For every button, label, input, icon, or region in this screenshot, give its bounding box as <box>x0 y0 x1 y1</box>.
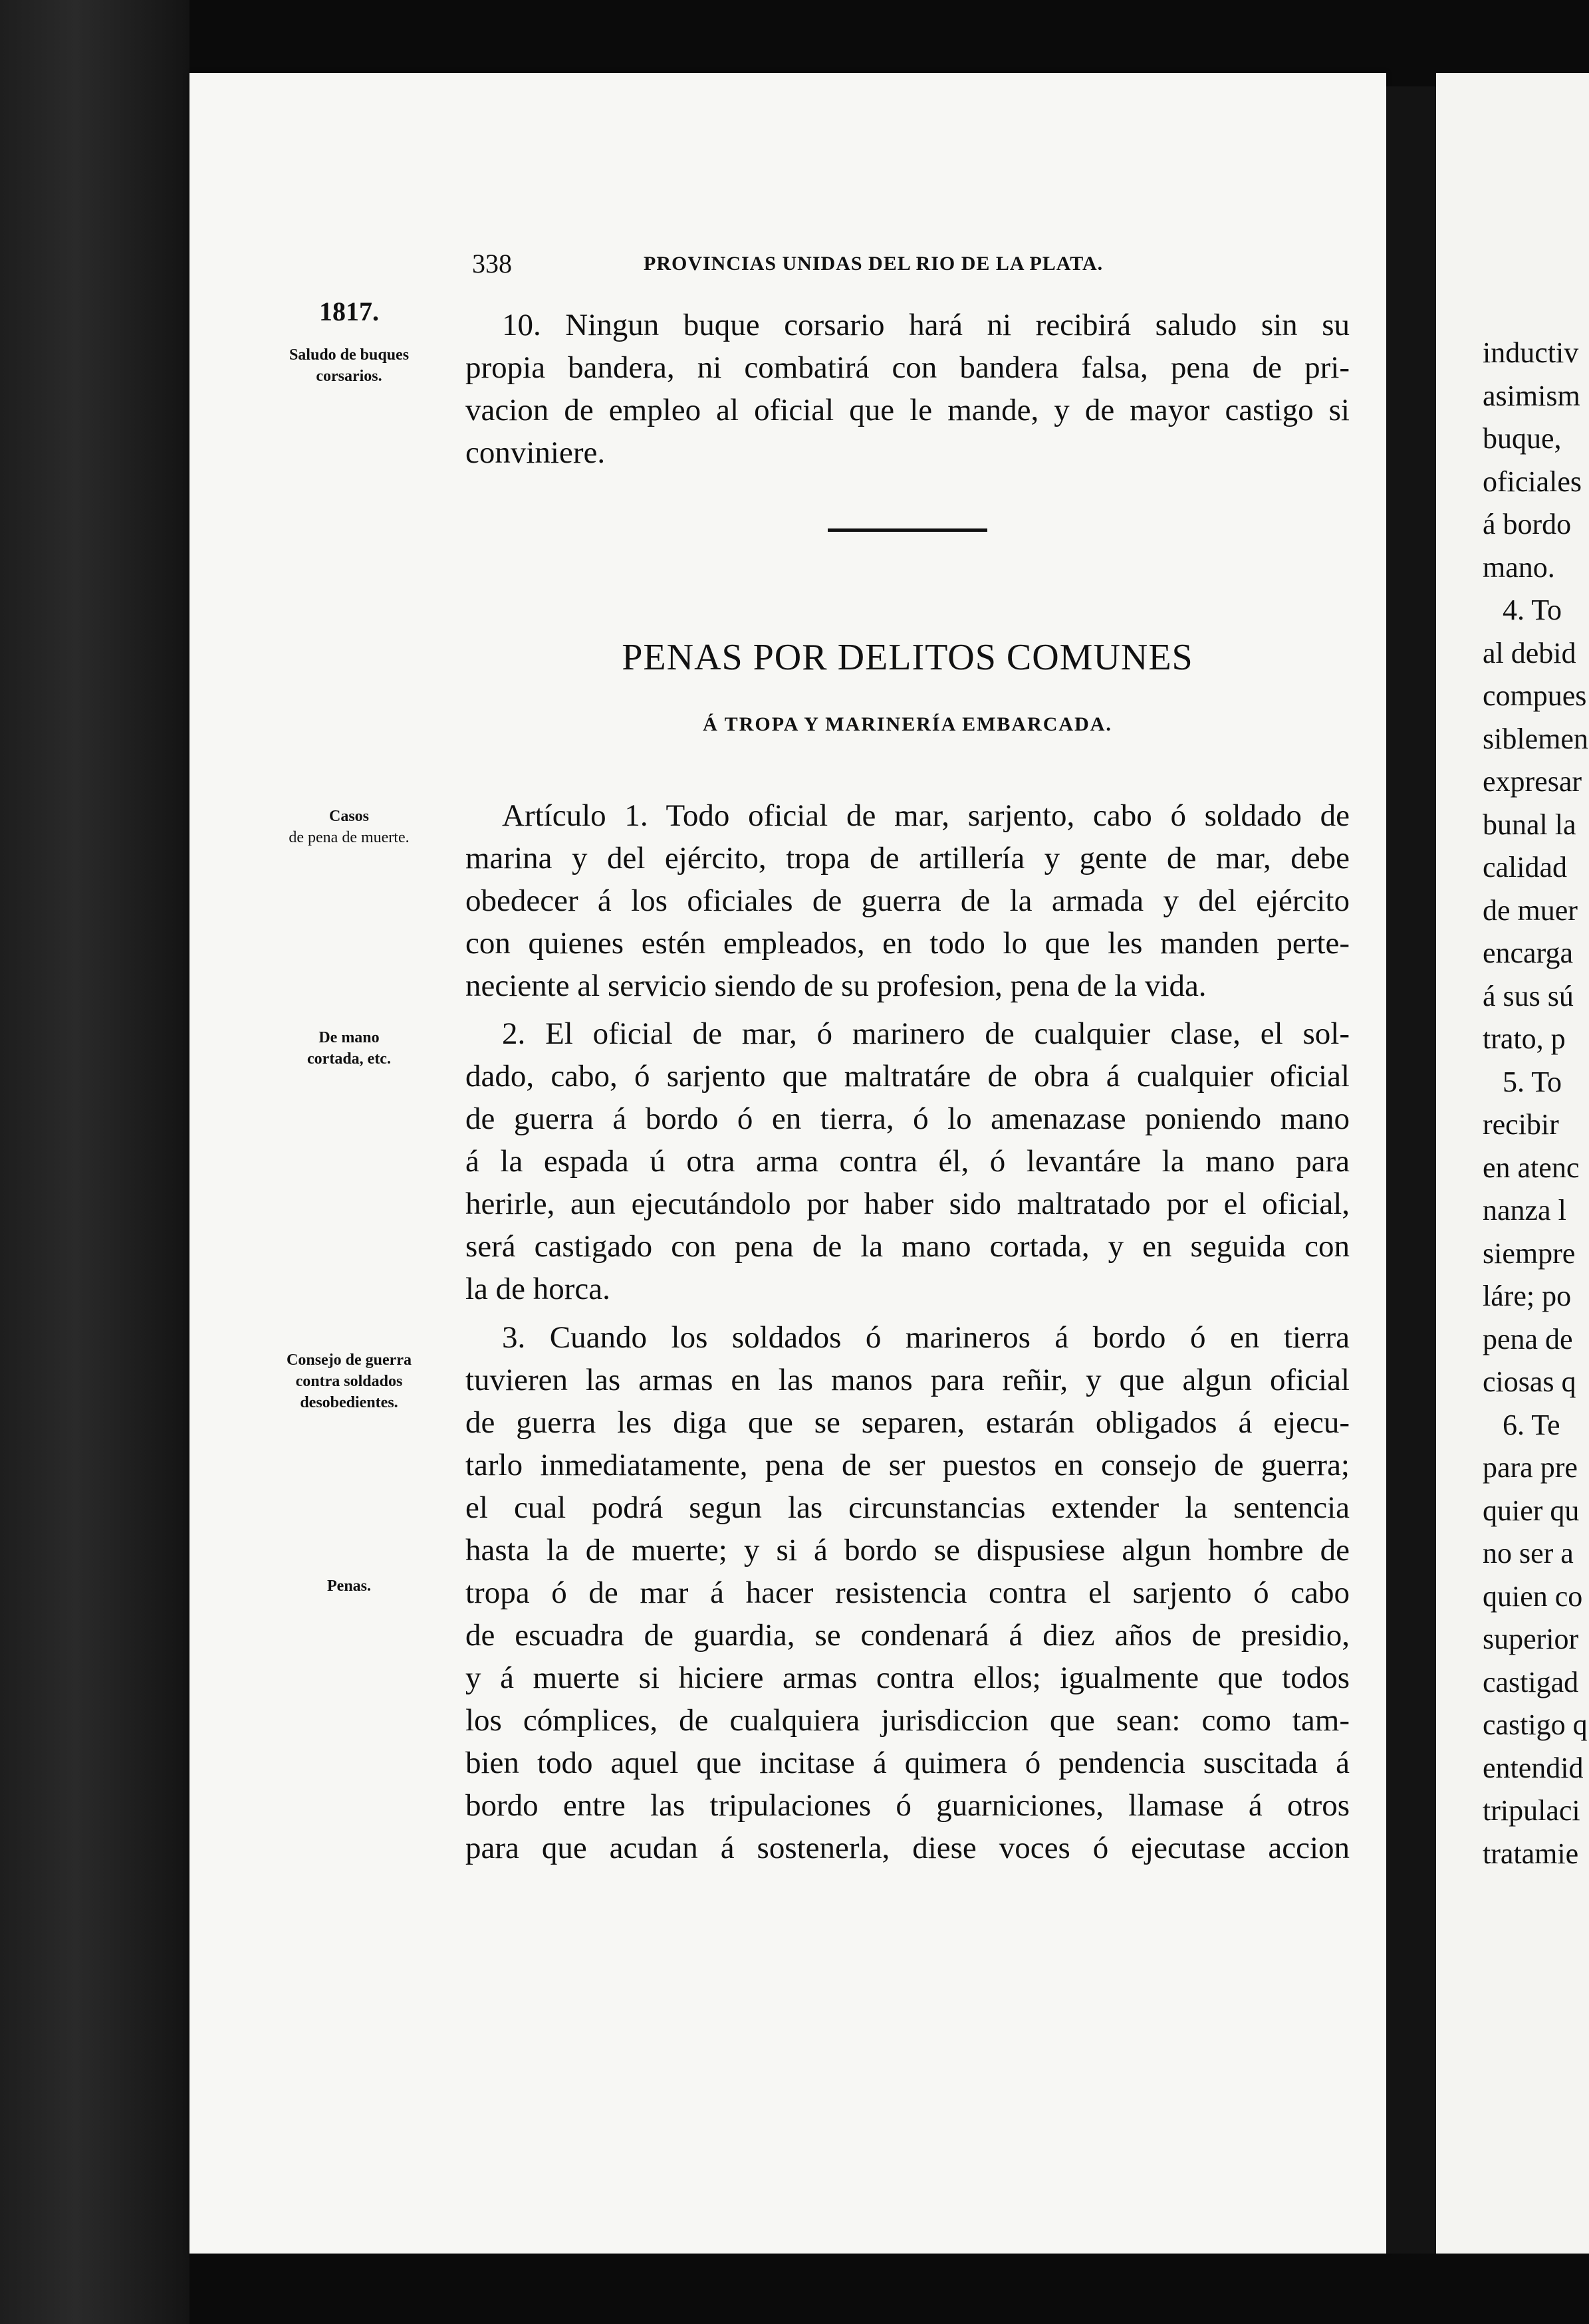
facing-page-line: mano. <box>1483 550 1555 584</box>
text-line: Artículo 1. Todo oficial de mar, sarjento, cabo ó soldado de <box>502 798 1350 833</box>
facing-page-line: quier qu <box>1483 1494 1580 1527</box>
text-line: de guerra les diga que se separen, estarán obligados á ejecu- <box>465 1405 1350 1440</box>
margin-note-consejo <box>259 1349 439 1413</box>
text-line: herirle, aun ejecutándolo por haber sido maltratado por el oficial, <box>465 1187 1350 1221</box>
text-line: el cual podrá segun las circunstancias extender la sentencia <box>465 1490 1350 1525</box>
facing-page-line: buque, <box>1483 422 1562 455</box>
facing-page-line: no ser a <box>1483 1537 1574 1569</box>
margin-note-penas <box>259 1575 439 1597</box>
facing-page-line: 4. To <box>1503 594 1562 626</box>
text-line: la de horca. <box>465 1272 610 1306</box>
facing-page-line: pena de <box>1483 1322 1573 1355</box>
margin-note-line: Casos <box>328 808 369 825</box>
facing-page-line: á sus sú <box>1483 979 1574 1012</box>
text-line: conviniere. <box>465 435 606 470</box>
facing-page-line: tripulaci <box>1483 1794 1580 1827</box>
facing-page-line: asimism <box>1483 379 1580 412</box>
margin-note-line: desobedientes. <box>300 1394 398 1411</box>
facing-page-line: castigad <box>1483 1665 1579 1698</box>
book-gutter <box>1386 86 1436 2254</box>
facing-page-line: al debid <box>1483 636 1576 669</box>
facing-page-line: castigo q <box>1483 1708 1588 1741</box>
facing-page-line: láre; po <box>1483 1280 1572 1312</box>
text-line: bien todo aquel que incitase á quimera ó pendencia suscitada á <box>465 1746 1350 1780</box>
text-line: vacion de empleo al oficial que le mande, y de mayor castigo si <box>465 393 1350 427</box>
text-line: de escuadra de guardia, se condenará á diez años de presidio, <box>465 1618 1350 1653</box>
facing-page-line: compues <box>1483 679 1587 712</box>
text-line: para que acudan á sostenerla, diese voces ó ejecutase accion <box>465 1831 1350 1865</box>
section-divider <box>828 528 987 532</box>
facing-page-line: quien co <box>1483 1579 1583 1613</box>
margin-note-line: De mano <box>318 1029 380 1046</box>
margin-note-line: cortada, etc. <box>307 1050 391 1068</box>
text-line: tuvieren las armas en las manos para reñir, y que algun oficial <box>465 1363 1350 1397</box>
section-subtitle: Á TROPA Y MARINERÍA EMBARCADA. <box>703 713 1112 735</box>
facing-page-line: 6. Te <box>1503 1408 1560 1441</box>
facing-page-line: calidad <box>1483 851 1568 883</box>
margin-note-saludo <box>259 344 439 387</box>
facing-page-line: de muer <box>1483 893 1578 927</box>
facing-page-line: ciosas q <box>1483 1365 1576 1398</box>
facing-page-line: nanza l <box>1483 1194 1566 1226</box>
facing-page-line: siblemen <box>1483 722 1588 755</box>
text-line: tarlo inmediatamente, pena de ser puestos en consejo de guerra; <box>465 1448 1350 1482</box>
margin-note-line: Consejo de guerra <box>287 1351 412 1369</box>
facing-page-line: oficiales <box>1483 465 1582 498</box>
text-line: 2. El oficial de mar, ó marinero de cualquier clase, el sol- <box>502 1016 1350 1051</box>
facing-page-line: superior <box>1483 1623 1579 1655</box>
facing-page-line: siempre <box>1483 1236 1576 1270</box>
text-line: y á muerte si hiciere armas contra ellos; igualmente que todos <box>465 1661 1350 1695</box>
margin-note-casos <box>259 806 439 848</box>
text-line: obedecer á los oficiales de guerra de la armada y del ejército <box>465 883 1350 918</box>
facing-page-line: bunal la <box>1483 808 1576 841</box>
text-line: dado, cabo, ó sarjento que maltratáre de obra á cualquier oficial <box>465 1059 1350 1094</box>
text-line: hasta la de muerte; y si á bordo se dispusiese algun hombre de <box>465 1533 1350 1568</box>
margin-note-mano-cortada <box>259 1027 439 1070</box>
margin-note-line: Saludo de buques <box>289 346 410 364</box>
running-head-title: PROVINCIAS UNIDAS DEL RIO DE LA PLATA. <box>644 253 1104 275</box>
margin-note-year <box>259 296 439 326</box>
margin-note-line: contra soldados <box>295 1373 403 1390</box>
facing-page-line: expresar <box>1483 765 1582 798</box>
facing-page-line: recibir <box>1483 1108 1559 1141</box>
margin-note-line: corsarios. <box>316 368 382 385</box>
facing-page-line: entendid <box>1483 1751 1584 1784</box>
facing-page-line: encarga <box>1483 937 1573 969</box>
text-line: 3. Cuando los soldados ó marineros á bordo ó en tierra <box>502 1320 1350 1355</box>
text-line: tropa ó de mar á hacer resistencia contra el sarjento ó cabo <box>465 1575 1350 1610</box>
margin-note-line: Penas. <box>327 1577 371 1595</box>
text-line: bordo entre las tripulaciones ó guarniciones, llamase á otros <box>465 1788 1350 1823</box>
text-line: á la espada ú otra arma contra él, ó levantáre la mano para <box>465 1144 1350 1179</box>
facing-page-fragment <box>1436 73 1589 2254</box>
section-title: PENAS POR DELITOS COMUNES <box>622 637 1193 678</box>
facing-page-line: en atenc <box>1483 1151 1580 1184</box>
facing-page-line: tratamie <box>1483 1837 1579 1870</box>
text-line: con quienes estén empleados, en todo lo que les manden perte- <box>465 926 1350 961</box>
text-line: propia bandera, ni combatirá con bandera falsa, pena de pri- <box>465 350 1350 385</box>
page-number: 338 <box>472 249 512 279</box>
facing-page-line: 5. To <box>1503 1065 1562 1098</box>
facing-page-line: inductiv <box>1483 336 1579 369</box>
scan-dark-border <box>0 0 189 2324</box>
facing-page-line: para pre <box>1483 1451 1578 1484</box>
text-line: neciente al servicio siendo de su profesion, pena de la vida. <box>465 969 1207 1003</box>
facing-page-line: trato, p <box>1483 1022 1566 1055</box>
text-line: será castigado con pena de la mano cortada, y en seguida con <box>465 1229 1350 1264</box>
text-line: 10. Ningun buque corsario hará ni recibirá saludo sin su <box>502 308 1350 342</box>
margin-year: 1817. <box>319 296 379 326</box>
text-line: los cómplices, de cualquiera jurisdiccion que sean: como tam- <box>465 1703 1350 1738</box>
margin-note-line: de pena de muerte. <box>289 829 410 846</box>
facing-page-line: á bordo <box>1483 508 1572 540</box>
text-line: de guerra á bordo ó en tierra, ó lo amenazase poniendo mano <box>465 1102 1350 1136</box>
text-line: marina y del ejército, tropa de artillería y gente de mar, debe <box>465 841 1350 875</box>
